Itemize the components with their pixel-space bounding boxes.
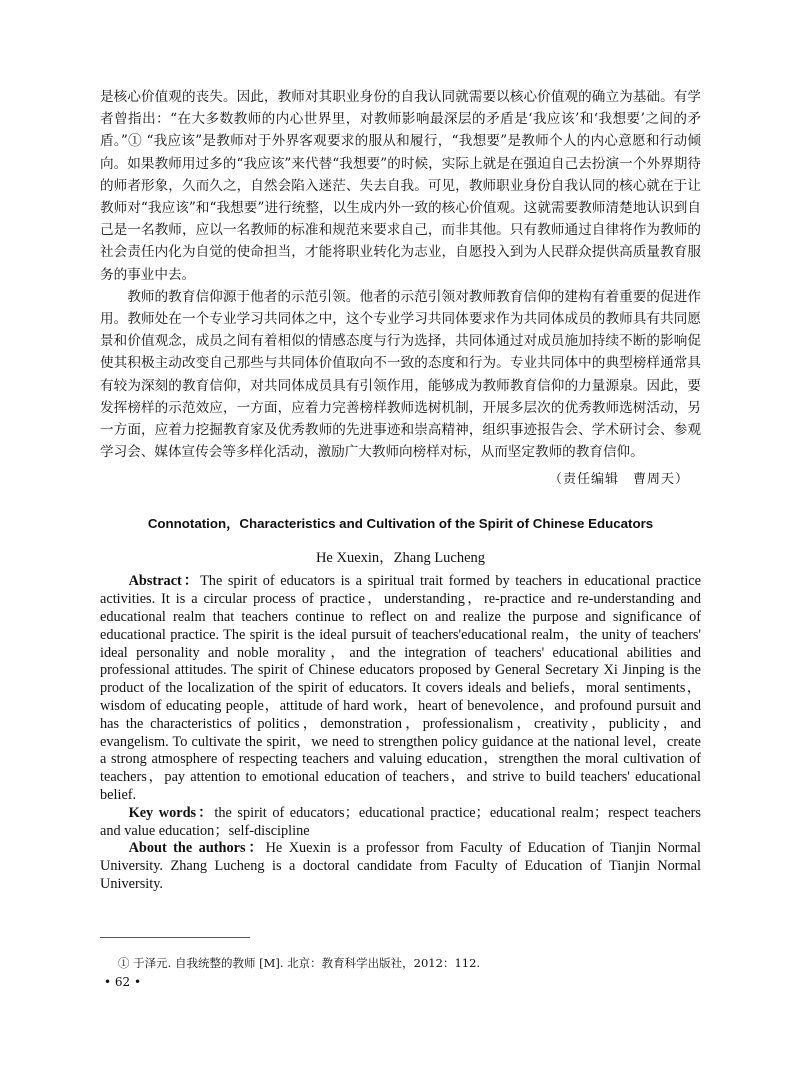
editor-note: （责任编辑 曹周天） xyxy=(548,472,689,488)
keywords-label: Key words： xyxy=(128,804,215,821)
abstract-label: Abstract： xyxy=(128,573,201,590)
english-title: Connotation，Characteristics and Cultivation of the Spirit of Chinese Educators xyxy=(147,516,654,532)
abstract xyxy=(100,573,701,804)
english-authors: He Xuexin，Zhang Lucheng xyxy=(315,550,486,567)
about-authors-label: About the authors： xyxy=(128,840,266,857)
keywords xyxy=(100,805,701,841)
footnote-divider xyxy=(100,937,250,938)
body-paragraph-1: 是核心价值观的丧失。因此，教师对其职业身份的自我认同就需要以核心价值观的确立为基础。有学者曾指出：“在大多数教师的内心世界里，对教师影响最深层的矛盾是‘我应该’和‘我想要’之间的矛盾。”① “我应该”是教师对于外界客观要求的服从和履行，“我想要”是教师个人的内心意愿和行动倾向。如果教师用过多的“我应该”来代替“我想要”的时候，实际上就是在强迫自己去扮演一个外界期待的师者形象，久而久之，自然会陷入迷茫、失去自我。可见，教师职业身份自我认同的核心就在于让教师对“我应该”和“我想要”进行统整，以生成内外一致的核心价值观。这就需要教师清楚地认识到自己是一名教师，应以一名教师的标准和规范来要求自己，而非其他。只有教师通过自律将作为教师的社会责任内化为自觉的使命担当，才能将职业转化为志业，自愿投入到为人民群众提供高质量教育服务的事业中去。 xyxy=(100,89,701,283)
about-authors xyxy=(100,840,701,893)
body-paragraph-2: 教师的教育信仰源于他者的示范引领。他者的示范引领对教师教育信仰的建构有着重要的促进作用。教师处在一个专业学习共同体之中，这个专业学习共同体要求作为共同体成员的教师具有共同愿景和价值观念，成员之间有着相似的情感态度与行为选择，共同体通过对成员施加持续不断的影响促使其积极主动改变自己那些与共同体价值取向不一致的态度和行为。专业共同体中的典型榜样通常具有较为深刻的教育信仰，对共同体成员具有引领作用，能够成为教师教育信仰的力量源泉。因此，要发挥榜样的示范效应，一方面，应着力完善榜样教师选树机制，开展多层次的优秀教师选树活动，另一方面，应着力挖掘教育家及优秀教师的先进事迹和崇高精神，组织事迹报告会、学术研讨会、参观学习会、媒体宣传会等多样化活动，激励广大教师向榜样对标，从而坚定教师的教育信仰。 xyxy=(100,288,701,461)
about-authors-text: He Xuexin is a professor from Faculty of Education of Tianjin Normal University. Zhang Lucheng is a doctoral candidate from Faculty of Education of Tianjin Normal University. xyxy=(100,840,701,892)
article-body xyxy=(100,86,701,894)
abstract-text: The spirit of educators is a spiritual trait formed by teachers in educational practice activities. It is a circular process of practice，understanding，re-practice and re-understanding and educational realm that teachers continue to reflect on and realize the purpose and significance of educational practice. The spirit is the ideal pursuit of teachers'educational realm，the unity of teachers' ideal personality and noble morality，and the integration of teachers' educational abilities and professional attitudes. The spirit of Chinese educators proposed by General Secretary Xi Jinping is the product of the localization of the spirit of educators. It covers ideals and beliefs，moral sentiments，wisdom of educating people，attitude of hard work，heart of benevolence，and profound pursuit and has the characteristics of politics，demonstration，professionalism，creativity，publicity，and evangelism. To cultivate the spirit，we need to strengthen policy guidance at the national level，create a strong atmosphere of respecting teachers and valuing education，strengthen the moral cultivation of teachers，pay attention to emotional education of teachers，and strive to build teachers' educational belief. xyxy=(100,573,701,804)
keywords-text: the spirit of educators；educational practice；educational realm；respect teachers and value education；self-discipline xyxy=(100,804,701,839)
page-number: • 62 • xyxy=(104,975,142,989)
footnote: ① 于泽元. 自我统整的教师 [M]. 北京：教育科学出版社，2012：112. xyxy=(118,956,481,970)
